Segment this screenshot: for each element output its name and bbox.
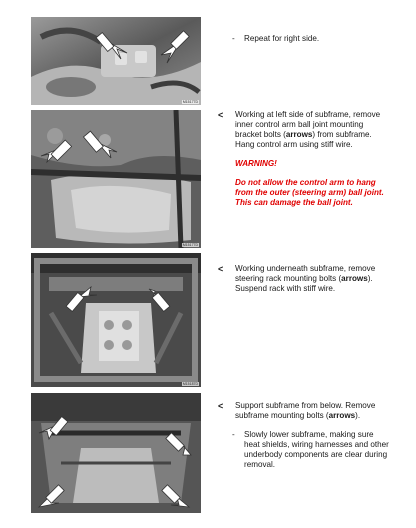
photo-code: M15177D [182,100,198,104]
step-remove-bracket-bolts [218,110,390,150]
step-remove-subframe-bolts [218,401,390,421]
section-4-text [218,401,390,470]
step-text-bold: arrows [285,130,313,139]
section-3-text [218,264,390,294]
photo-2-image [31,110,201,248]
step-remove-rack-bolts [218,264,390,294]
step-text-before: Working underneath subframe, remove steering rack mounting bolts ( [235,264,376,283]
warning-title: WARNING! [235,159,277,168]
warning-text: Do not allow the control arm to hang from the outer (steering arm) ball joint. This can damage the ball joint. [235,178,384,207]
photo-steering-rack [31,253,201,387]
section-2-text [218,110,390,208]
step-text-before: Working at left side of subframe, remove inner control arm ball joint mounting bracket bolts ( [235,110,381,139]
step-arrow-icon: < [218,264,224,274]
step-text-after: ). Suspend rack with stiff wire. [235,274,373,293]
step-arrow-icon: < [218,110,224,120]
step-text-after: ). [355,411,361,420]
dash-glyph: - [232,34,235,43]
photo-subframe-right [31,17,201,105]
step-text-bold: arrows [328,411,356,420]
photo-control-arm-bracket [31,110,201,248]
section-1-text [218,34,390,44]
step-text-before: Support subframe from below. Remove subframe mounting bolts ( [235,401,376,420]
photo-code: M15177D [182,243,198,247]
bullet-text: Slowly lower subframe, making sure heat shields, wiring harnesses and other underbody components are clear during removal. [244,430,389,469]
photo-subframe-mounting [31,393,201,513]
photo-1-image [31,17,201,105]
photo-3-image [31,253,201,387]
photo-code: M15187D [182,382,198,386]
step-text-after: ) from subframe. Hang control arm using stiff wire. [235,130,372,149]
bullet-lower-subframe [218,430,390,470]
bullet-repeat-right [218,34,390,44]
photo-4-image [31,393,201,513]
bullet-text: Repeat for right side. [244,34,320,43]
step-arrow-icon: < [218,401,224,411]
dash-glyph: - [232,430,235,439]
step-text-bold: arrows [341,274,368,283]
